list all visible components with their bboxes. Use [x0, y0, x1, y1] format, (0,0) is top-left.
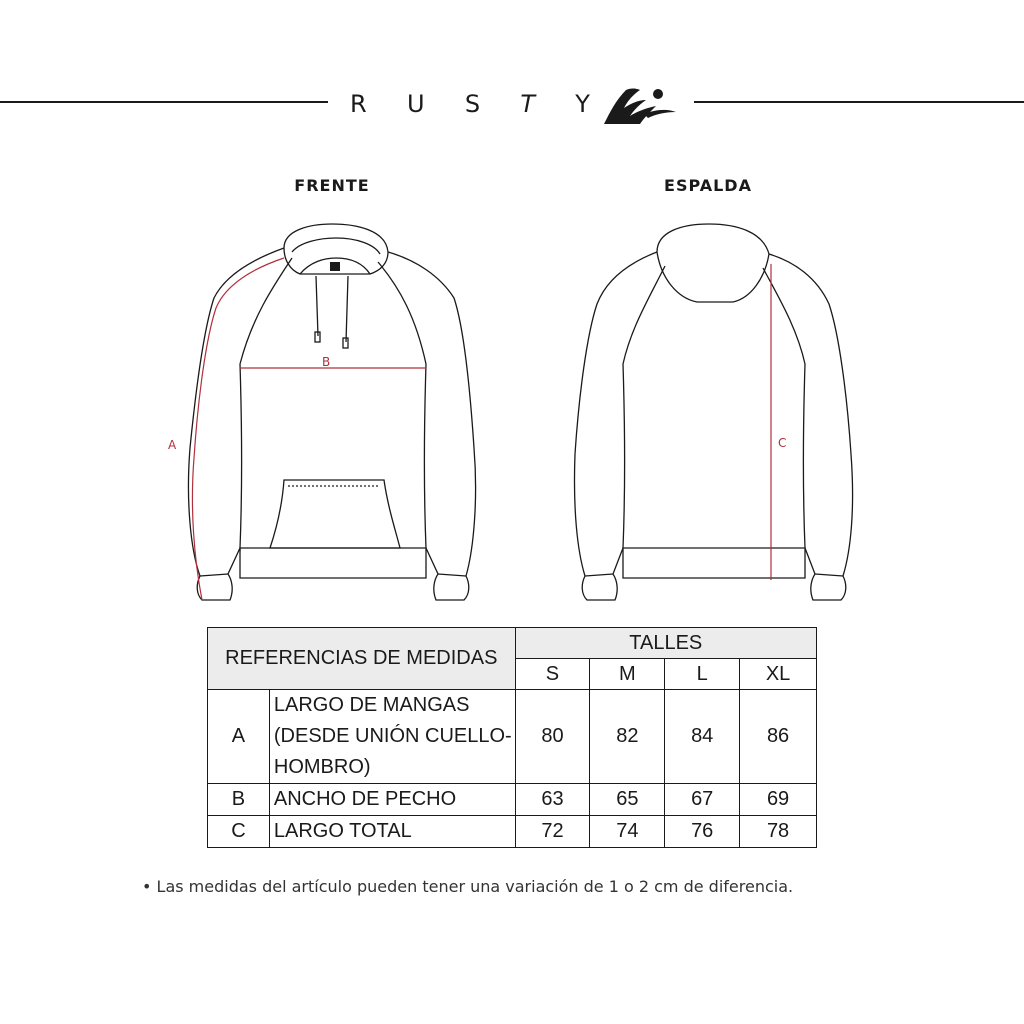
value-cell: 65 — [590, 784, 665, 816]
value-cell: 69 — [740, 784, 817, 816]
measure-mark-a: A — [168, 438, 177, 452]
header-rule-right — [694, 101, 1024, 103]
back-view-title: ESPALDA — [664, 176, 752, 195]
table-row — [208, 784, 817, 816]
value-cell: 72 — [515, 816, 590, 848]
front-view-title: FRENTE — [294, 176, 370, 195]
row-code: A — [208, 690, 270, 784]
row-description-line: HOMBRO) — [273, 756, 371, 778]
value-cell: 63 — [515, 784, 590, 816]
row-description-line: LARGO DE MANGAS — [273, 694, 470, 716]
value-cell: 80 — [515, 690, 590, 784]
value-cell: 74 — [590, 816, 665, 848]
table-row — [208, 690, 817, 784]
value-cell: 76 — [665, 816, 740, 848]
header-rule-left — [0, 101, 328, 103]
table-sizes-header: TALLES — [515, 628, 816, 659]
value-cell: 82 — [590, 690, 665, 784]
row-description: LARGO TOTAL — [269, 816, 515, 848]
brand-letter: T — [520, 90, 536, 118]
size-header-cell: XL — [740, 659, 817, 690]
row-description-line: (DESDE UNIÓN CUELLO- — [273, 725, 512, 747]
hoodie-back-drawing — [565, 218, 875, 618]
value-cell: 78 — [740, 816, 817, 848]
hoodie-front-drawing — [160, 218, 490, 618]
brand-wordmark — [350, 84, 590, 124]
value-cell: 84 — [665, 690, 740, 784]
measure-mark-b: B — [322, 355, 331, 369]
value-cell: 67 — [665, 784, 740, 816]
brand-letter: U — [406, 90, 425, 118]
size-header-cell: L — [665, 659, 740, 690]
table-row — [208, 816, 817, 848]
brand-letter: S — [464, 90, 481, 118]
size-chart-table — [207, 627, 817, 848]
table-ref-header: REFERENCIAS DE MEDIDAS — [208, 628, 516, 690]
row-code: C — [208, 816, 270, 848]
rusty-flag-icon — [600, 84, 680, 126]
brand-letter: R — [350, 90, 367, 118]
size-header-cell: S — [515, 659, 590, 690]
row-code: B — [208, 784, 270, 816]
measure-mark-c: C — [778, 436, 787, 450]
brand-letter: Y — [575, 90, 590, 118]
row-description: ANCHO DE PECHO — [269, 784, 515, 816]
footnote: • Las medidas del artículo pueden tener una variación de 1 o 2 cm de diferencia. — [142, 877, 794, 896]
row-description — [269, 690, 515, 784]
size-header-cell: M — [590, 659, 665, 690]
value-cell: 86 — [740, 690, 817, 784]
